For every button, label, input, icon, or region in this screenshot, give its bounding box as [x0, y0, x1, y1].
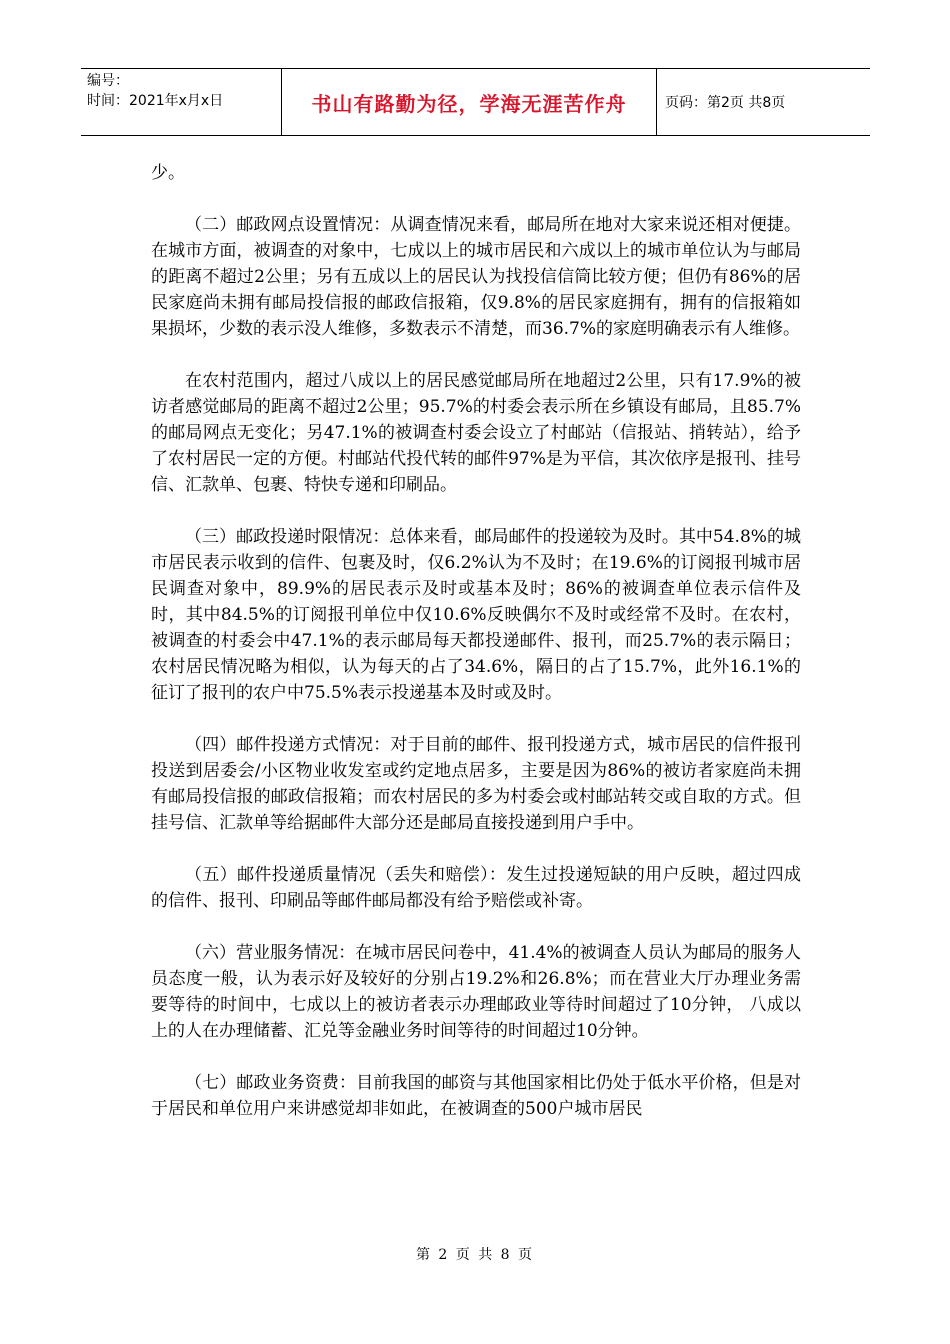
document-number-label: 编号： [87, 73, 129, 89]
header-page-number: 页码：第2页 共8页 [665, 95, 786, 111]
paragraph-section-2: （二）邮政网点设置情况：从调查情况来看，邮局所在地对大家来说还相对便捷。在城市方面，被调查的对象中，七成以上的城市居民和六成以上的城市单位认为与邮局的距离不超过2公里；另有五成以上的居民认为找投信信筒比较方便；但仍有86%的居民家庭尚未拥有邮局投信报的邮政信报箱，仅9.8%的居民家庭拥有，拥有的信报箱如果损坏，少数的表示没人维修，多数表示不清楚，而36.7%的家庭明确表示有人维修。 [151, 215, 801, 339]
paragraph-section-4: （四）邮件投递方式情况：对于目前的邮件、报刊投递方式，城市居民的信件报刊投送到居委会/小区物业收发室或约定地点居多，主要是因为86%的被访者家庭尚未拥有邮局投信报的邮政信报箱；而农村居民的多为村委会或村邮站转交或自取的方式。但挂号信、汇款单等给据邮件大部分还是邮局直接投递到用户手中。 [151, 735, 801, 833]
paragraph-section-6: （六）营业服务情况：在城市居民问卷中，41.4%的被调查人员认为邮局的服务人员态度一般，认为表示好及较好的分别占19.2%和26.8%；而在营业大厅办理业务需要等待的时间中，七成以上的被访者表示办理邮政业等待时间超过了10分钟， 八成以上的人在办理储蓄、汇兑等金融业务时间等待的时间超过10分钟。 [151, 943, 801, 1041]
paragraph-section-3: （三）邮政投递时限情况：总体来看，邮局邮件的投递较为及时。其中54.8%的城市居民表示收到的信件、包裹及时，仅6.2%认为不及时；在19.6%的订阅报刊城市居民调查对象中，89.9%的居民表示及时或基本及时；86%的被调查单位表示信件及时，其中84.5%的订阅报刊单位中仅10.6%反映偶尔不及时或经常不及时。在农村，被调查的村委会中47.1%的表示邮局每天都投递邮件、报刊，而25.7%的表示隔日；农村居民情况略为相似，认为每天的占了34.6%，隔日的占了15.7%，此外16.1%的征订了报刊的农户中75.5%表示投递基本及时或及时。 [151, 527, 801, 703]
paragraph-section-7: （七）邮政业务资费：目前我国的邮资与其他国家相比仍处于低水平价格，但是对于居民和单位用户来讲感觉却非如此，在被调查的500户城市居民 [151, 1073, 801, 1119]
header-meta [81, 69, 282, 135]
paragraph-continuation: 少。 [151, 163, 185, 183]
page-header [81, 68, 870, 136]
document-body [151, 160, 801, 1148]
paragraph-rural: 在农村范围内，超过八成以上的居民感觉邮局所在地超过2公里，只有17.9%的被访者感觉邮局的距离不超过2公里；95.7%的村委会表示所在乡镇设有邮局，且85.7%的邮局网点无变化；另47.1%的被调查村委会设立了村邮站（信报站、捎转站），给予了农村居民一定的方便。村邮站代投代转的邮件97%是为平信，其次依序是报刊、挂号信、汇款单、包裹、特快专递和印刷品。 [151, 371, 801, 495]
document-date-label: 时间：2021年x月x日 [87, 93, 224, 109]
page-footer: 第 2 页 共 8 页 [415, 1247, 535, 1263]
header-motto: 书山有路勤为径，学海无涯苦作舟 [282, 69, 657, 135]
paragraph-section-5: （五）邮件投递质量情况（丢失和赔偿）：发生过投递短缺的用户反映，超过四成的信件、报刊、印刷品等邮件邮局都没有给予赔偿或补寄。 [151, 865, 801, 911]
